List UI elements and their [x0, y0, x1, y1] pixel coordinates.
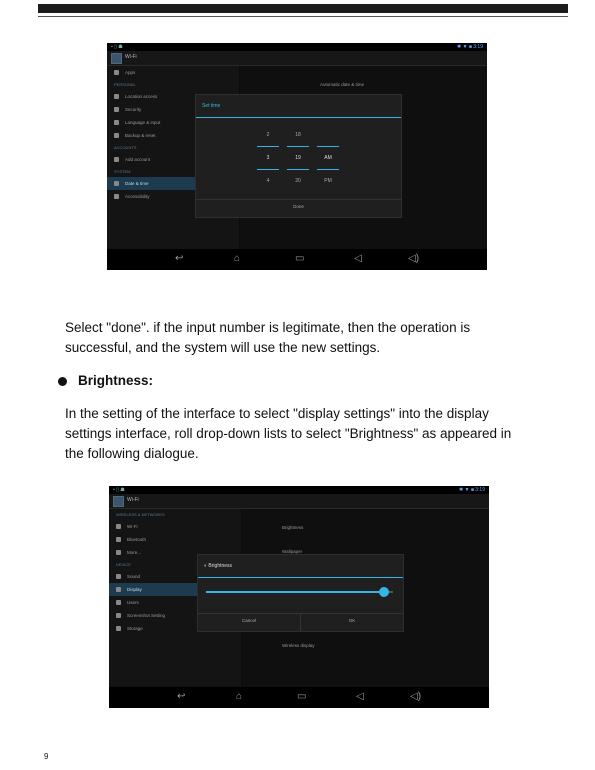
status-icons-right: ✱ ▼ ■ 3:19	[458, 487, 485, 493]
status-bar	[107, 43, 487, 51]
brightness-slider-thumb[interactable]	[379, 587, 389, 597]
status-icons-left: ▪ ▯ ☗	[111, 44, 123, 50]
brightness-fill	[206, 591, 384, 593]
volume-down-icon[interactable]: ◁	[356, 691, 364, 702]
settings-item-icon	[114, 70, 119, 75]
settings-item-label: Sound	[127, 574, 141, 579]
settings-item-icon	[116, 613, 121, 618]
settings-item[interactable]	[107, 66, 239, 79]
dialog-title-rule	[198, 577, 403, 578]
ampm-picker[interactable]	[317, 124, 339, 192]
settings-item-icon	[116, 626, 121, 631]
bullet-icon	[58, 377, 67, 386]
ampm-next[interactable]: PM	[324, 178, 332, 184]
cancel-button[interactable]: Cancel	[241, 618, 256, 623]
done-button[interactable]: Done	[293, 204, 304, 209]
settings-item-icon	[114, 194, 119, 199]
settings-item-label: Wi-Fi	[127, 524, 138, 529]
navigation-bar	[109, 687, 489, 708]
dialog-title-text: Brightness	[208, 563, 233, 569]
settings-item-label: Bluetooth	[127, 537, 147, 542]
settings-app-icon[interactable]	[113, 496, 124, 507]
brightness-heading: Brightness:	[78, 373, 154, 388]
navigation-bar	[107, 249, 487, 270]
settings-item-label: Apps	[125, 70, 136, 75]
automatic-date-time-label[interactable]: Automatic date & time	[320, 82, 365, 87]
home-icon[interactable]: ⌂	[234, 253, 241, 264]
settings-item-label: Users	[127, 600, 139, 605]
paragraph-brightness-line-1: In the setting of the interface to select "display settings" into the display	[65, 406, 489, 421]
settings-item-icon	[116, 587, 121, 592]
ampm-prev[interactable]	[317, 124, 339, 146]
settings-item-icon	[116, 537, 121, 542]
brightness-setting[interactable]: Brightness	[282, 525, 304, 530]
action-bar	[109, 494, 489, 509]
settings-item-icon	[114, 107, 119, 112]
back-icon[interactable]: ↩	[175, 253, 184, 264]
settings-item-icon	[114, 133, 119, 138]
hour-prev[interactable]: 2	[266, 132, 270, 138]
dialog-button-rule	[196, 199, 401, 200]
screenshot-set-time	[107, 43, 487, 270]
volume-up-icon[interactable]: ◁)	[410, 691, 422, 702]
footer-rule	[0, 748, 595, 749]
status-icons-left: ▪ ▯ ☗	[113, 487, 125, 493]
settings-item[interactable]	[109, 520, 241, 533]
settings-item-icon	[114, 157, 119, 162]
action-bar-title: Wi-Fi	[127, 497, 139, 503]
hour-next[interactable]: 4	[266, 178, 270, 184]
paragraph-brightness-line-2: settings interface, roll drop-down lists to select "Brightness" as appeared in	[65, 426, 512, 441]
minute-picker[interactable]	[287, 124, 309, 192]
hour-picker[interactable]	[257, 124, 279, 192]
minute-next[interactable]: 20	[295, 178, 301, 184]
wallpaper-setting[interactable]: Wallpaper	[282, 549, 303, 554]
settings-item-icon	[116, 550, 121, 555]
settings-item-label: Language & input	[125, 120, 161, 125]
action-bar-title: Wi-Fi	[125, 54, 137, 60]
settings-category: DEVICE	[116, 562, 131, 567]
volume-up-icon[interactable]: ◁)	[408, 253, 420, 264]
minute-current[interactable]: 19	[287, 146, 309, 170]
volume-down-icon[interactable]: ◁	[354, 253, 362, 264]
wireless-display-setting[interactable]: Wireless display	[282, 643, 315, 648]
minute-prev[interactable]: 18	[295, 132, 301, 138]
status-icons-right: ✱ ▼ ■ 3:19	[456, 44, 483, 50]
paragraph-done-line-2: successful, and the system will use the new settings.	[65, 340, 381, 355]
settings-item-label: Backup & reset	[125, 133, 156, 138]
header-rule	[38, 16, 568, 17]
settings-item-icon	[114, 181, 119, 186]
settings-app-icon[interactable]	[111, 53, 122, 64]
page-number: 9	[44, 752, 49, 761]
settings-category: ACCOUNTS	[114, 145, 137, 150]
settings-item-icon	[116, 524, 121, 529]
hour-current[interactable]: 3	[257, 146, 279, 170]
settings-category: PERSONAL	[114, 82, 136, 87]
settings-item-label: More...	[127, 550, 142, 555]
settings-item-label: Storage	[127, 626, 143, 631]
settings-item-icon	[116, 574, 121, 579]
screenshot-brightness	[109, 486, 489, 708]
settings-category: SYSTEM	[114, 169, 131, 174]
dialog-title	[204, 563, 232, 569]
paragraph-done-line-1: Select "done". if the input number is legitimate, then the operation is	[65, 320, 471, 335]
recent-apps-icon[interactable]: ▭	[297, 691, 307, 702]
recent-apps-icon[interactable]: ▭	[295, 253, 305, 264]
status-bar	[109, 486, 489, 494]
settings-item-label: Screenshot Setting	[127, 613, 166, 618]
action-bar	[107, 51, 487, 66]
dialog-title: Set time	[202, 103, 221, 109]
ok-button[interactable]: OK	[348, 618, 356, 623]
settings-item-label: Date & time	[125, 181, 149, 186]
settings-item-label: Add account	[125, 157, 151, 162]
home-icon[interactable]: ⌂	[236, 691, 243, 702]
header-bar	[38, 4, 568, 13]
settings-item-label: Location access	[125, 94, 158, 99]
settings-item-label: Accessibility	[125, 194, 150, 199]
settings-item-icon	[114, 120, 119, 125]
brightness-icon: ◐	[204, 563, 208, 569]
dialog-title-rule	[196, 117, 401, 118]
brightness-dialog	[197, 554, 404, 632]
settings-item-label: Display	[127, 587, 142, 592]
settings-item-label: Security	[125, 107, 142, 112]
settings-category: WIRELESS & NETWORKS	[116, 512, 165, 517]
settings-item-icon	[114, 94, 119, 99]
paragraph-brightness	[65, 404, 511, 464]
paragraph-brightness-line-3: the following dialogue.	[65, 446, 199, 461]
settings-item[interactable]	[109, 533, 241, 546]
paragraph-done	[65, 318, 470, 358]
set-time-dialog	[195, 94, 402, 218]
settings-item-icon	[116, 600, 121, 605]
back-icon[interactable]: ↩	[177, 691, 186, 702]
ampm-current[interactable]: AM	[317, 146, 339, 170]
brightness-track[interactable]	[206, 591, 393, 593]
